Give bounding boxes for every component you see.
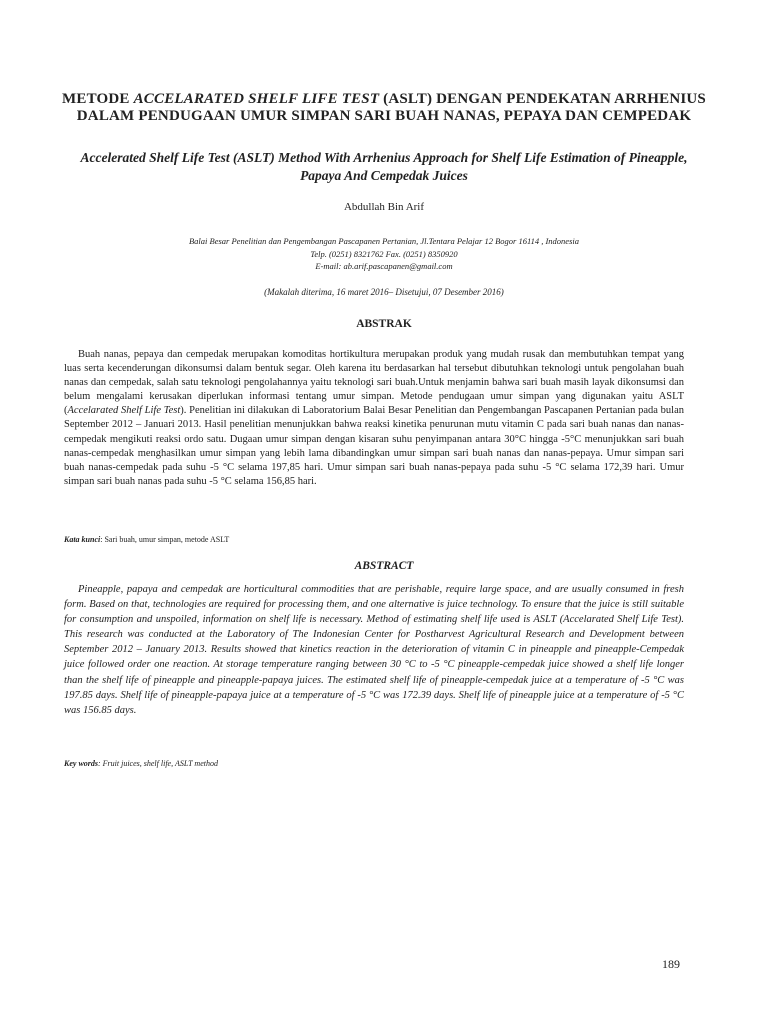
affiliation-phone: Telp. (0251) 8321762 Fax. (0251) 8350920 — [310, 248, 458, 259]
abstract-heading: ABSTRACT — [354, 560, 414, 572]
received-dates: (Makalah diterima, 16 maret 2016– Disetujui, 07 Desember 2016) — [264, 287, 504, 297]
author-affiliation — [0, 235, 768, 273]
page-number: 189 — [662, 957, 680, 971]
kata-kunci-label: Kata kunci — [64, 535, 101, 544]
abstract-paragraph: Pineapple, papaya and cempedak are horticultural commodities that are perishable, require large space, and are usually consumed in fresh form. Based on that, technologies are required for processing them, and one alternative is juice technology. To ensure that the juice is still suitable for consumption and unspoiled, information on shelf life is necessary. Method of estimating shelf life used is ASLT (Accelarated Shelf Life Test). This research was conducted at the Laboratory of The Indonesian Center for Postharvest Agricultural Research and Development between September 2012 – January 2013. Results showed that kinetics reaction in the deterioration of vitamin C in pineapple and pineapple-Cempedak juice followed order one reaction. At storage temperature ranging between 30 °C to -5 °C pineapple-cempedak juice showed a shelf life longer than the shelf life of pineapple and pineapple-papaya juices. The estimated shelf life of pineapple-cempedak juice at a temperature of -5 °C was 197.85 days. Shelf life of pineapple-papaya juice at a temperature of -5 °C was 172.39 days. Shelf life of pineapple juice at a temperature of -5 °C was 156.85 days. — [64, 584, 684, 716]
keywords-value: : Fruit juices, shelf life, ASLT method — [98, 759, 218, 768]
paper-title-english: Accelerated Shelf Life Test (ASLT) Method With Arrhenius Approach for Shelf Life Estimation of Pineapple, Papaya And Cempedak Juices — [80, 150, 688, 183]
abstrak-italic-term: Accelarated Shelf Life Test — [67, 405, 181, 417]
kata-kunci-value: : Sari buah, umur simpan, metode ASLT — [100, 535, 230, 544]
affiliation-email: E-mail: ab.arif.pascapanen@gmail.com — [315, 261, 453, 271]
abstrak-text-1: Buah nanas, pepaya dan cempedak merupakan komoditas hortikultura merupakan produk yang mudah rusak dan membutuhkan tempat yang luas serta kecenderungan dikonsumsi dalam bentuk segar. Oleh karena itu berdasarkan hal tersebut dibutuhkan teknologi untuk pengolahan buah nanas dan cempedak, salah satu teknologi pengolahannya yaitu teknologi sari buah.Untuk menjamin bahwa sari buah masih layak dikonsumsi dan belum mengalami kerusakan diperlukan informasi tentang umur simpan. Metode pendugaan umur simpan yang digunakan yaitu ASLT ( — [64, 349, 684, 417]
paper-title-indonesian — [60, 91, 708, 125]
title-suffix: (ASLT) DENGAN PENDEKATAN ARRHENIUS DALAM PENDUGAAN UMUR SIMPAN SARI BUAH NANAS, PEPAYA DAN CEMPEDAK — [76, 91, 706, 124]
author-name: Abdullah Bin Arif — [343, 201, 425, 213]
abstrak-heading: ABSTRAK — [356, 318, 412, 330]
kata-kunci-line — [64, 535, 684, 544]
affiliation-address: Balai Besar Penelitian dan Pengembangan Pascapanen Pertanian, Jl.Tentara Pelajar 12 Bogor 16114 , Indonesia — [188, 236, 579, 246]
abstrak-text-2: ). Penelitian ini dilakukan di Laboratorium Balai Besar Penelitian dan Pengembangan Pascapanen Pertanian pada bulan September 2012 – Januari 2013. Hasil penelitian menunjukkan bahwa reaksi kinetika penurunan mutu vitamin C pada sari buah nanas dan nanas-cempedak mengikuti reaksi ordo satu. Dugaan umur simpan dengan kisaran suhu penyimpanan antara 30°C hingga -5°C menunjukkan sari buah nanas-cempedak menghasilkan umur simpan yang lebih lama dibandingkan umur simpan sari buah nanas dan nanas-pepaya. Umur simpan sari buah nanas-cempedak pada suhu -5 °C selama 197,85 hari. Umur simpan sari buah nanas-pepaya pada suhu -5 °C selama 172,39 hari. Umur simpan sari buah nanas pada suhu -5 °C selama 156,85 hari. — [64, 405, 684, 487]
title-italic: ACCELARATED SHELF LIFE TEST — [133, 91, 380, 107]
abstrak-paragraph — [64, 348, 684, 489]
keywords-line — [64, 759, 684, 768]
title-prefix: METODE — [62, 91, 134, 107]
keywords-label: Key words — [64, 759, 98, 768]
